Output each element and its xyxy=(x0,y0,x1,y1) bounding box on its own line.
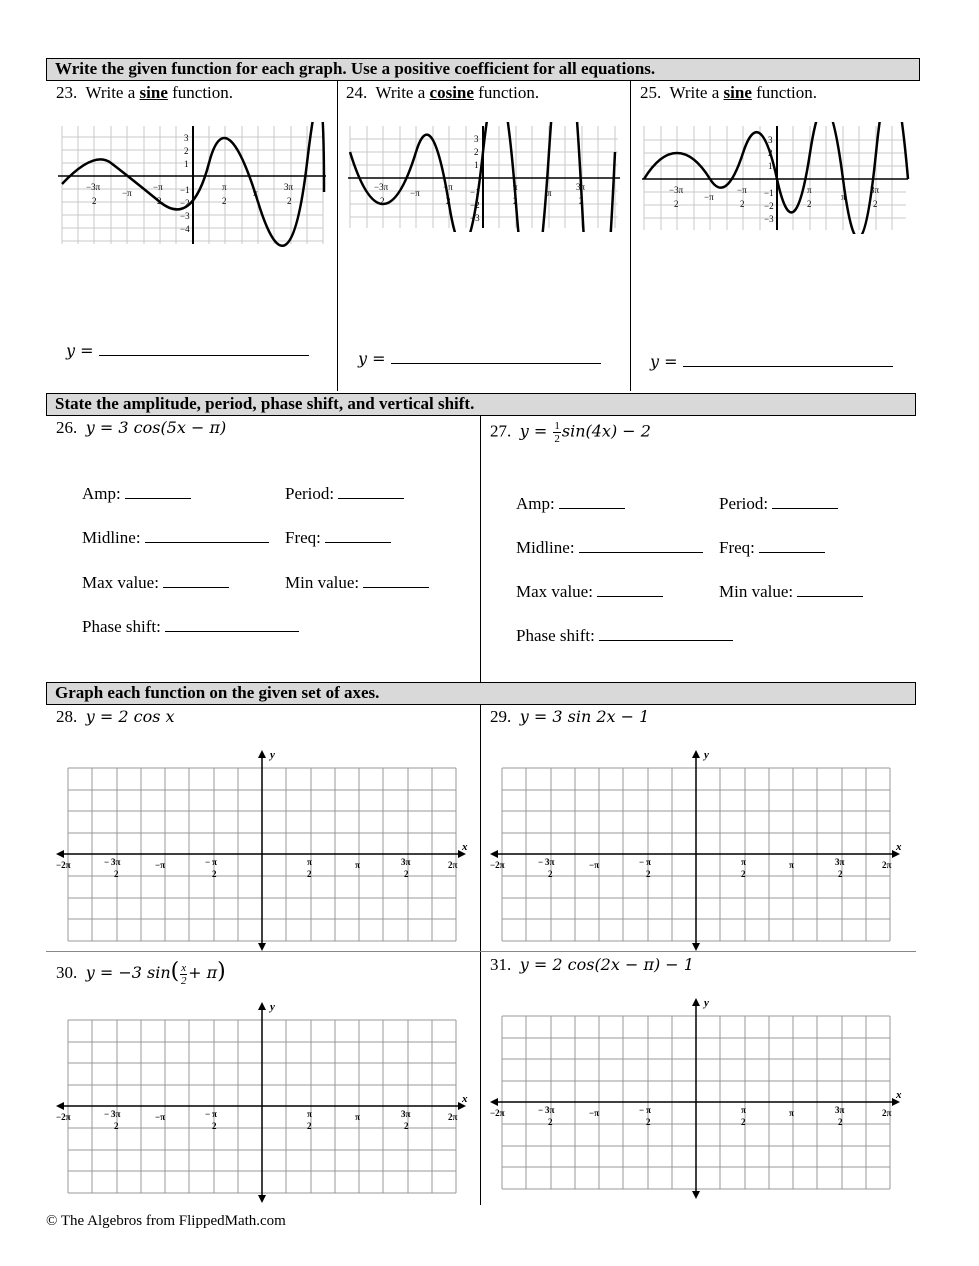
svg-text:3π: 3π xyxy=(401,1109,411,1119)
svg-text:2: 2 xyxy=(740,199,745,209)
svg-text:3π: 3π xyxy=(835,857,845,867)
svg-text:2: 2 xyxy=(646,1117,651,1127)
svg-text:−2π: −2π xyxy=(490,860,505,870)
divider xyxy=(480,705,481,1205)
answer-25[interactable]: y = xyxy=(650,352,893,371)
svg-text:3π: 3π xyxy=(111,1109,121,1119)
svg-text:2: 2 xyxy=(222,196,227,206)
divider xyxy=(337,81,338,391)
answer-24[interactable]: y = xyxy=(358,349,601,368)
svg-text:2: 2 xyxy=(446,196,451,206)
svg-text:−π: −π xyxy=(589,1108,600,1118)
problem-25-prompt: 25. Write a sine function. xyxy=(640,83,818,102)
svg-text:π: π xyxy=(307,857,312,867)
svg-text:π: π xyxy=(212,1109,217,1119)
p26-phase[interactable]: Phase shift: xyxy=(82,617,299,637)
svg-text:2: 2 xyxy=(380,196,385,206)
svg-text:1: 1 xyxy=(474,160,479,170)
svg-text:3π: 3π xyxy=(545,1105,555,1115)
svg-text:−3: −3 xyxy=(180,211,190,221)
svg-text:y: y xyxy=(704,997,709,1009)
svg-text:2: 2 xyxy=(807,199,812,209)
p27-phase[interactable]: Phase shift: xyxy=(516,626,733,646)
p26-amp[interactable]: Amp: xyxy=(82,484,191,504)
svg-text:−: − xyxy=(538,857,544,867)
svg-text:2: 2 xyxy=(513,196,518,206)
answer-23[interactable]: y = xyxy=(66,341,309,360)
svg-text:π: π xyxy=(212,857,217,867)
problem-23-prompt: 23. Write a sine function. xyxy=(56,83,234,102)
svg-text:π: π xyxy=(222,182,227,192)
svg-text:2π: 2π xyxy=(882,860,892,870)
svg-text:−π: −π xyxy=(153,182,163,192)
svg-text:π: π xyxy=(841,192,846,202)
svg-text:−π: −π xyxy=(589,860,600,870)
svg-text:2: 2 xyxy=(157,196,162,206)
p27-max[interactable]: Max value: xyxy=(516,582,663,602)
svg-text:y: y xyxy=(270,1001,275,1013)
axes-30[interactable] xyxy=(52,998,472,1204)
svg-text:2: 2 xyxy=(579,196,584,206)
svg-text:π: π xyxy=(253,188,258,198)
p26-min[interactable]: Min value: xyxy=(285,573,429,593)
svg-text:3π: 3π xyxy=(111,857,121,867)
svg-text:−: − xyxy=(104,857,110,867)
svg-text:π: π xyxy=(789,860,794,870)
svg-text:2: 2 xyxy=(307,869,312,879)
svg-text:−2π: −2π xyxy=(56,1112,71,1122)
svg-text:2: 2 xyxy=(674,199,679,209)
svg-text:π: π xyxy=(646,1105,651,1115)
svg-text:−π: −π xyxy=(155,860,166,870)
problem-29-equation: 29. y = 3 sin 2x − 1 xyxy=(490,707,650,726)
svg-text:−1: −1 xyxy=(470,187,480,197)
divider xyxy=(480,416,481,682)
svg-text:2π: 2π xyxy=(448,860,458,870)
svg-text:2: 2 xyxy=(307,1121,312,1131)
svg-text:2: 2 xyxy=(873,199,878,209)
svg-text:2: 2 xyxy=(838,869,843,879)
svg-text:2: 2 xyxy=(92,196,97,206)
svg-text:2: 2 xyxy=(212,869,217,879)
svg-text:−2π: −2π xyxy=(490,1108,505,1118)
divider xyxy=(630,81,631,391)
svg-text:2: 2 xyxy=(184,146,189,156)
graph-24 xyxy=(346,122,622,232)
svg-text:3π: 3π xyxy=(284,182,294,192)
svg-text:π: π xyxy=(741,1105,746,1115)
svg-text:−3π: −3π xyxy=(86,182,101,192)
svg-text:π: π xyxy=(513,182,518,192)
svg-text:−2: −2 xyxy=(470,200,480,210)
svg-text:−: − xyxy=(205,1109,211,1119)
svg-text:−2: −2 xyxy=(180,198,190,208)
svg-text:3π: 3π xyxy=(401,857,411,867)
svg-text:1: 1 xyxy=(768,161,773,171)
svg-text:2: 2 xyxy=(548,869,553,879)
svg-text:−1: −1 xyxy=(764,188,774,198)
svg-text:−3π: −3π xyxy=(374,182,389,192)
svg-text:−3: −3 xyxy=(764,214,774,224)
svg-text:x: x xyxy=(462,1093,468,1105)
svg-text:3π: 3π xyxy=(835,1105,845,1115)
p27-midline[interactable]: Midline: xyxy=(516,538,703,558)
svg-text:−: − xyxy=(639,1105,645,1115)
svg-text:−: − xyxy=(639,857,645,867)
svg-text:π: π xyxy=(807,185,812,195)
axes-31[interactable] xyxy=(486,994,906,1200)
svg-text:2: 2 xyxy=(768,148,773,158)
p26-max[interactable]: Max value: xyxy=(82,573,229,593)
problem-28-equation: 28. y = 2 cos x xyxy=(56,707,175,726)
svg-text:−π: −π xyxy=(737,185,747,195)
svg-text:2: 2 xyxy=(548,1117,553,1127)
p27-period[interactable]: Period: xyxy=(719,494,838,514)
svg-text:−: − xyxy=(205,857,211,867)
svg-text:3π: 3π xyxy=(870,185,880,195)
footer-copyright: © The Algebros from FlippedMath.com xyxy=(46,1213,286,1229)
svg-text:−π: −π xyxy=(704,192,714,202)
svg-text:−2π: −2π xyxy=(56,860,71,870)
svg-text:−π: −π xyxy=(443,182,453,192)
svg-text:2π: 2π xyxy=(448,1112,458,1122)
svg-text:−π: −π xyxy=(155,1112,166,1122)
svg-text:2: 2 xyxy=(404,869,409,879)
svg-text:−4: −4 xyxy=(180,224,190,234)
svg-text:3: 3 xyxy=(184,133,189,143)
svg-text:2: 2 xyxy=(741,1117,746,1127)
problem-26-equation: 26. y = 3 cos(5x − π) xyxy=(56,418,227,437)
p26-period[interactable]: Period: xyxy=(285,484,404,504)
svg-text:x: x xyxy=(462,841,468,853)
svg-text:−: − xyxy=(104,1109,110,1119)
svg-text:2: 2 xyxy=(474,147,479,157)
svg-text:1: 1 xyxy=(184,159,189,169)
svg-text:x: x xyxy=(896,1089,902,1101)
svg-text:−: − xyxy=(538,1105,544,1115)
svg-text:−2: −2 xyxy=(764,201,774,211)
svg-text:−π: −π xyxy=(122,188,132,198)
problem-24-prompt: 24. Write a cosine function. xyxy=(346,83,540,102)
svg-text:2: 2 xyxy=(212,1121,217,1131)
svg-text:−3π: −3π xyxy=(669,185,684,195)
svg-text:2: 2 xyxy=(114,1121,119,1131)
svg-text:2: 2 xyxy=(287,196,292,206)
svg-text:2: 2 xyxy=(741,869,746,879)
problem-27-equation: 27. y = $\frac{1}{2}$ sin(4x) − 2 xyxy=(490,420,651,445)
svg-text:π: π xyxy=(646,857,651,867)
p27-freq[interactable]: Freq: xyxy=(719,538,825,558)
svg-text:π: π xyxy=(355,1112,360,1122)
svg-text:−1: −1 xyxy=(180,185,190,195)
svg-text:y: y xyxy=(270,749,275,761)
svg-text:π: π xyxy=(741,857,746,867)
axes-29[interactable] xyxy=(486,746,906,952)
svg-text:3π: 3π xyxy=(576,182,586,192)
p26-midline[interactable]: Midline: xyxy=(82,528,269,548)
graph-23 xyxy=(56,122,328,248)
svg-text:2: 2 xyxy=(838,1117,843,1127)
axes-28[interactable] xyxy=(52,746,472,952)
p27-amp[interactable]: Amp: xyxy=(516,494,625,514)
svg-text:−3: −3 xyxy=(470,213,480,223)
svg-text:π: π xyxy=(789,1108,794,1118)
svg-text:3: 3 xyxy=(474,134,479,144)
problem-30-equation: 30. y = −3 sin( $\frac{x}{2}$ + π) xyxy=(56,959,226,987)
graph-25 xyxy=(640,122,910,234)
svg-text:2π: 2π xyxy=(882,1108,892,1118)
svg-text:π: π xyxy=(547,188,552,198)
svg-text:2: 2 xyxy=(646,869,651,879)
svg-text:π: π xyxy=(307,1109,312,1119)
svg-text:3π: 3π xyxy=(545,857,555,867)
section2-header: State the amplitude, period, phase shift, and vertical shift. xyxy=(46,393,916,416)
p27-min[interactable]: Min value: xyxy=(719,582,863,602)
svg-text:2: 2 xyxy=(114,869,119,879)
section3-header: Graph each function on the given set of axes. xyxy=(46,682,916,705)
p26-freq[interactable]: Freq: xyxy=(285,528,391,548)
section1-header: Write the given function for each graph. Use a positive coefficient for all equations. xyxy=(46,58,920,81)
svg-text:y: y xyxy=(704,749,709,761)
svg-text:3: 3 xyxy=(768,135,773,145)
svg-text:π: π xyxy=(355,860,360,870)
svg-text:−π: −π xyxy=(410,188,420,198)
svg-text:2: 2 xyxy=(404,1121,409,1131)
problem-31-equation: 31. y = 2 cos(2x − π) − 1 xyxy=(490,955,694,974)
svg-text:x: x xyxy=(896,841,902,853)
